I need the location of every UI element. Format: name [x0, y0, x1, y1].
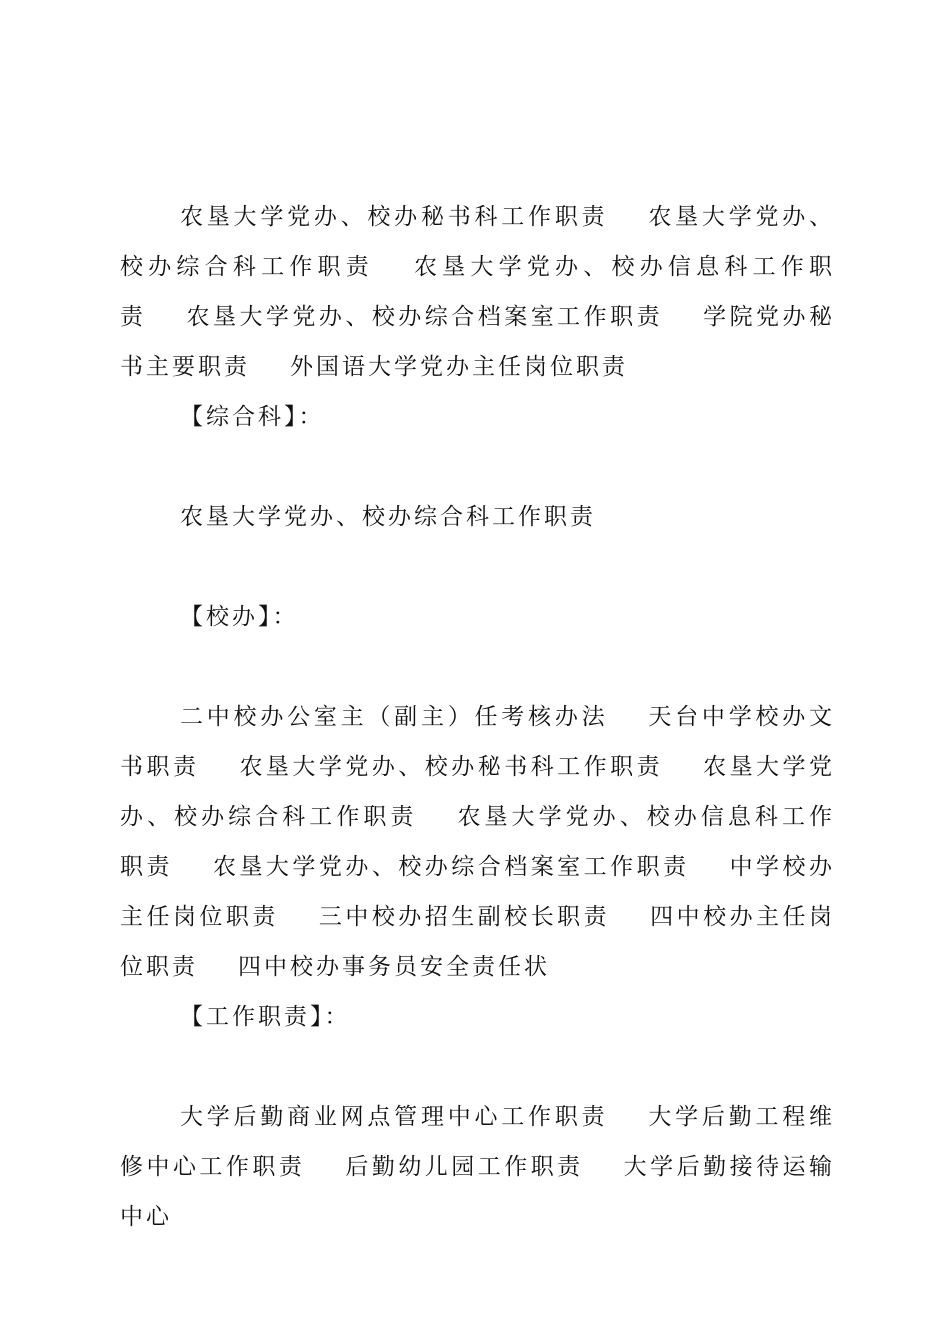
doc-link[interactable]: 中学校办主任岗位职责	[120, 854, 836, 930]
spacer	[120, 442, 835, 492]
spacer	[120, 1042, 835, 1092]
doc-link[interactable]: 四中校办事务员安全责任状	[238, 954, 550, 980]
doc-link[interactable]: 天台中学校办文书职责	[120, 704, 836, 780]
section-heading-xiaoban: 【校办】：	[180, 604, 299, 630]
xiaoban-paragraph	[120, 692, 835, 992]
doc-link[interactable]: 农垦大学党办、校办综合档案室工作职责	[212, 854, 690, 880]
doc-link[interactable]: 农垦大学党办、校办秘书科工作职责	[239, 754, 664, 780]
doc-link[interactable]: 农垦大学党办、校办综合科工作职责	[120, 754, 836, 830]
doc-link[interactable]: 二中校办公室主（副主）任考核办法	[180, 704, 609, 730]
gongzuo-paragraph	[120, 1092, 835, 1242]
section-heading-gongzuo: 【工作职责】：	[180, 1004, 351, 1030]
doc-link[interactable]: 学院党办秘书主要职责	[120, 304, 836, 380]
doc-link[interactable]: 外国语大学党办主任岗位职责	[290, 354, 628, 380]
doc-link[interactable]: 农垦大学党办、校办综合档案室工作职责	[186, 304, 664, 330]
doc-link[interactable]: 农垦大学党办、校办信息科工作职责	[120, 804, 836, 880]
doc-link[interactable]: 大学后勤商业网点管理中心工作职责	[180, 1104, 609, 1130]
doc-link[interactable]: 大学后勤接待运输中心	[120, 1154, 836, 1230]
section-heading-zonghe: 【综合科】：	[180, 404, 325, 430]
spacer	[120, 542, 835, 592]
doc-link[interactable]: 农垦大学党办、校办综合科工作职责	[180, 504, 596, 530]
doc-link[interactable]: 四中校办主任岗位职责	[120, 904, 836, 980]
spacer	[120, 642, 835, 692]
doc-link[interactable]: 农垦大学党办、校办综合科工作职责	[120, 204, 836, 280]
doc-link[interactable]: 三中校办招生副校长职责	[318, 904, 611, 930]
zonghe-paragraph	[120, 492, 835, 542]
doc-link[interactable]: 大学后勤工程维修中心工作职责	[120, 1104, 836, 1180]
doc-link[interactable]: 后勤幼儿园工作职责	[345, 1154, 584, 1180]
document-body	[120, 192, 835, 1242]
intro-paragraph	[120, 192, 835, 392]
doc-link[interactable]: 农垦大学党办、校办信息科工作职责	[120, 254, 836, 330]
doc-link[interactable]: 农垦大学党办、校办秘书科工作职责	[180, 204, 609, 230]
